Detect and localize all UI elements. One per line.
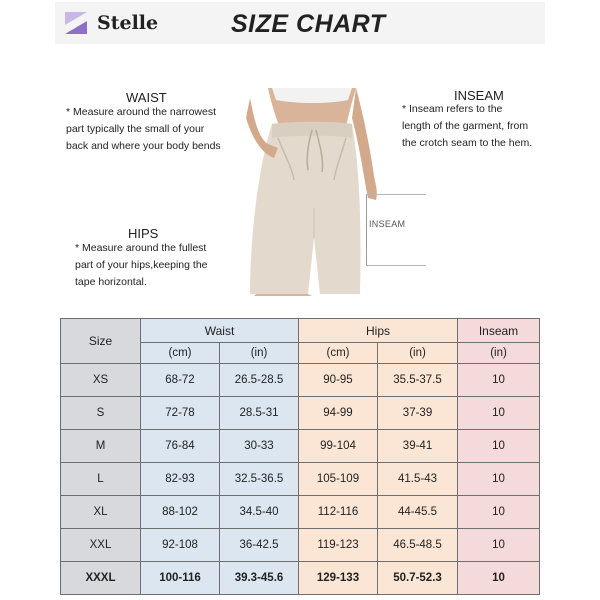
hips-line: part of your hips,keeping the xyxy=(75,259,208,271)
waist-cm-cell: 82-93 xyxy=(141,463,220,496)
waist-header: Waist xyxy=(141,319,299,343)
size-cell: L xyxy=(61,463,141,496)
inseam-cell: 10 xyxy=(458,496,540,529)
waist-cm-cell: 88-102 xyxy=(141,496,220,529)
size-header: Size xyxy=(61,319,141,364)
hips-in-cell: 44-45.5 xyxy=(378,496,458,529)
hips-in-cell: 46.5-48.5 xyxy=(378,529,458,562)
inseam-in-unit: (in) xyxy=(458,343,540,364)
hips-cm-cell: 112-116 xyxy=(299,496,378,529)
waist-line: back and where your body bends xyxy=(66,140,221,152)
hips-description xyxy=(75,240,208,291)
inseam-line: * Inseam refers to the xyxy=(402,103,503,115)
inseam-cell: 10 xyxy=(458,562,540,595)
hips-line: tape horizontal. xyxy=(75,276,147,288)
header-bar xyxy=(55,2,545,44)
waist-in-cell: 28.5-31 xyxy=(220,397,299,430)
inseam-header: Inseam xyxy=(458,319,540,343)
waist-in-unit: (in) xyxy=(220,343,299,364)
waist-cm-cell: 76-84 xyxy=(141,430,220,463)
inseam-description xyxy=(402,101,532,152)
waist-in-cell: 36-42.5 xyxy=(220,529,299,562)
inseam-measure-top xyxy=(366,194,426,195)
hips-cm-cell: 129-133 xyxy=(299,562,378,595)
waist-heading: WAIST xyxy=(126,90,167,105)
inseam-cell: 10 xyxy=(458,430,540,463)
table-row xyxy=(61,562,540,595)
size-cell: XXXL xyxy=(61,562,141,595)
table-row xyxy=(61,364,540,397)
stelle-logo-icon xyxy=(61,8,91,38)
page-title: SIZE CHART xyxy=(231,10,386,38)
waist-cm-cell: 92-108 xyxy=(141,529,220,562)
hips-cm-cell: 94-99 xyxy=(299,397,378,430)
size-cell: M xyxy=(61,430,141,463)
inseam-line: length of the garment, from xyxy=(402,120,529,132)
hips-in-cell: 41.5-43 xyxy=(378,463,458,496)
inseam-cell: 10 xyxy=(458,529,540,562)
waist-cm-cell: 100-116 xyxy=(141,562,220,595)
hips-cm-cell: 119-123 xyxy=(299,529,378,562)
hips-line: * Measure around the fullest xyxy=(75,242,207,254)
size-table xyxy=(60,318,540,595)
table-row xyxy=(61,529,540,562)
waist-in-cell: 34.5-40 xyxy=(220,496,299,529)
hips-cm-cell: 105-109 xyxy=(299,463,378,496)
inseam-measure-bottom xyxy=(366,265,426,266)
brand-name: Stelle xyxy=(97,12,159,34)
waist-line: part typically the small of your xyxy=(66,123,205,135)
hips-cm-cell: 90-95 xyxy=(299,364,378,397)
waist-cm-unit: (cm) xyxy=(141,343,220,364)
table-row xyxy=(61,463,540,496)
size-cell: XS xyxy=(61,364,141,397)
table-header-row xyxy=(61,319,540,343)
table-row xyxy=(61,430,540,463)
waist-in-cell: 26.5-28.5 xyxy=(220,364,299,397)
hips-in-unit: (in) xyxy=(378,343,458,364)
hips-cm-unit: (cm) xyxy=(299,343,378,364)
waist-line: * Measure around the narrowest xyxy=(66,106,216,118)
waist-in-cell: 39.3-45.6 xyxy=(220,562,299,595)
hips-in-cell: 35.5-37.5 xyxy=(378,364,458,397)
inseam-line: the crotch seam to the hem. xyxy=(402,137,533,149)
table-row xyxy=(61,397,540,430)
waist-in-cell: 30-33 xyxy=(220,430,299,463)
size-cell: S xyxy=(61,397,141,430)
size-cell: XL xyxy=(61,496,141,529)
table-row xyxy=(61,496,540,529)
hips-cm-cell: 99-104 xyxy=(299,430,378,463)
hips-in-cell: 37-39 xyxy=(378,397,458,430)
hips-heading: HIPS xyxy=(128,226,159,241)
waist-cm-cell: 72-78 xyxy=(141,397,220,430)
inseam-cell: 10 xyxy=(458,397,540,430)
inseam-heading: INSEAM xyxy=(454,88,504,103)
waist-cm-cell: 68-72 xyxy=(141,364,220,397)
hips-in-cell: 50.7-52.3 xyxy=(378,562,458,595)
hips-header: Hips xyxy=(299,319,458,343)
shorts-model-photo xyxy=(228,88,388,296)
size-cell: XXL xyxy=(61,529,141,562)
inseam-diagram-label: INSEAM xyxy=(369,219,406,229)
inseam-cell: 10 xyxy=(458,463,540,496)
waist-description xyxy=(66,104,221,155)
inseam-cell: 10 xyxy=(458,364,540,397)
inseam-measure-line xyxy=(366,194,367,266)
waist-in-cell: 32.5-36.5 xyxy=(220,463,299,496)
hips-in-cell: 39-41 xyxy=(378,430,458,463)
